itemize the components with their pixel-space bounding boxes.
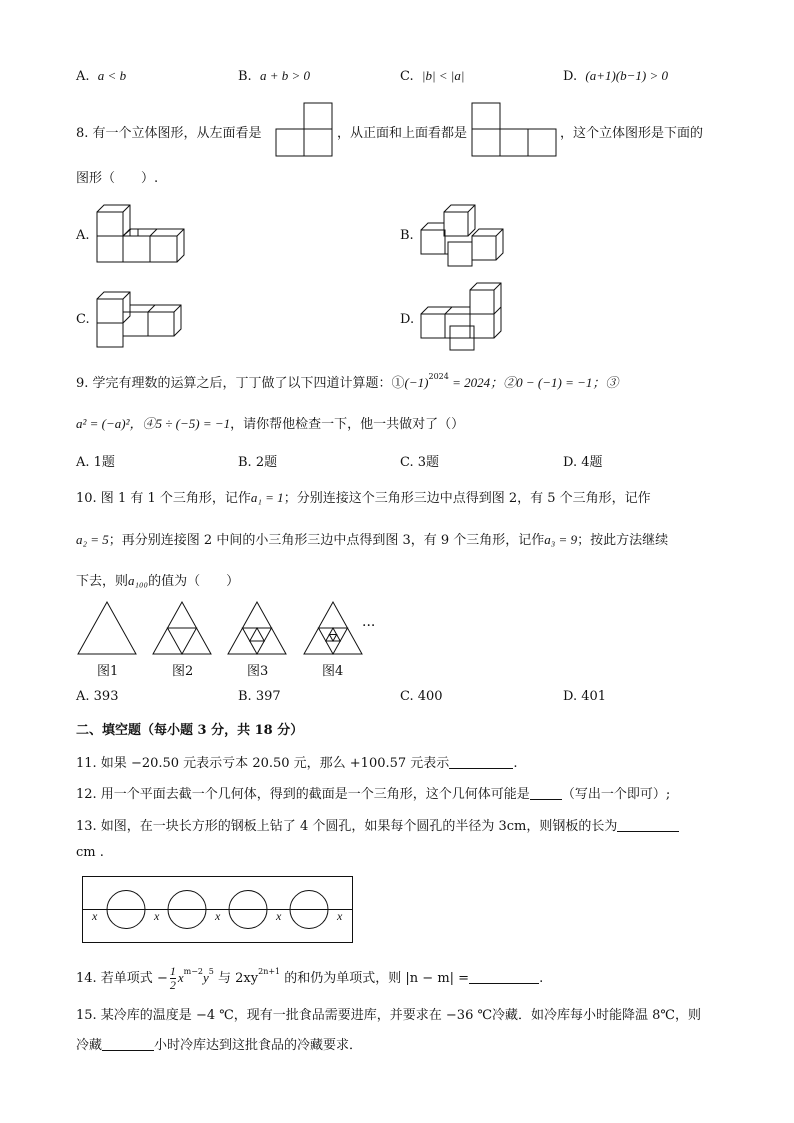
q10-option-a: A. 393 xyxy=(76,689,119,704)
q11-answer-blank[interactable] xyxy=(449,756,513,769)
q7-option-d: D. (a+1)(b−1) > 0 xyxy=(563,68,668,84)
q8-option-c-figure xyxy=(94,288,190,350)
q9-option-a: A. 1题 xyxy=(76,455,115,470)
q15-answer-blank[interactable] xyxy=(102,1038,154,1051)
q8-option-a-figure xyxy=(94,200,190,266)
q9-line2: a² = (−a)²，④5 ÷ (−5) = −1，请你帮他检查一下，他一共做对了（） xyxy=(76,416,465,432)
q14-answer-blank[interactable] xyxy=(469,971,539,984)
q10-line3: 下去，则a₁₀₀的值为（ ） xyxy=(76,573,240,589)
q10-ellipsis: ··· xyxy=(362,618,376,634)
q10-option-d: D. 401 xyxy=(563,689,607,704)
q13-text: 13. 如图，在一块长方形的钢板上钻了 4 个圆孔，如果每个圆孔的半径为 3cm，则钢板的长为 xyxy=(76,815,679,834)
q13-answer-blank[interactable] xyxy=(617,819,679,832)
q8-option-b-label: B. xyxy=(400,228,414,243)
q8-text-c: ，这个立体图形是下面的 xyxy=(560,126,704,141)
q12-answer-blank[interactable] xyxy=(530,787,562,800)
q7-option-b: B. a + b > 0 xyxy=(238,68,310,84)
q12-text: 12. 用一个平面去截一个几何体，得到的截面是一个三角形，这个几何体可能是 （写出一个即可）; xyxy=(76,787,671,802)
q13-unit: cm . xyxy=(76,845,104,860)
q10-option-c: C. 400 xyxy=(400,689,443,704)
q9-option-d: D. 4题 xyxy=(563,455,603,470)
q15-line2: 冷藏 小时冷库达到这批食品的冷藏要求． xyxy=(76,1038,363,1053)
q10-figure-3 xyxy=(226,600,290,656)
q10-line1: 10. 图 1 有 1 个三角形，记作a₁ = 1；分别连接这个三角形三边中点得到图 2，有 5 个三角形，记作 xyxy=(76,490,651,506)
q13-gap-label-2: x xyxy=(154,909,160,923)
q9-option-c: C. 3题 xyxy=(400,455,440,470)
q13-gap-label-3: x xyxy=(215,909,221,923)
q14-text: 14. 若单项式 − $\frac{1}{2}$ $x^{m-2}y^5$ 与 $2xy^{2n+1}$ 的和仍为单项式，则 |n − m| = . xyxy=(76,964,544,992)
section-heading: 二、填空题（每小题 3 分，共 18 分） xyxy=(76,723,304,738)
q9-option-b: B. 2题 xyxy=(238,455,278,470)
q10-figure-4 xyxy=(302,600,366,656)
q10-fig-label-3: 图3 xyxy=(247,664,269,679)
q15-line1: 15. 某冷库的温度是 −4 ℃，现有一批食品需要进库，并要求在 −36 ℃冷藏．如冷库每小时能降温 8℃，则 xyxy=(76,1008,701,1023)
q8-option-d-figure xyxy=(418,280,510,356)
q9-line1: 9. 学完有理数的运算之后，丁丁做了以下四道计算题：$①(-1)^{2024} = 2024$；②0 − (−1) = −1；③ xyxy=(76,372,619,391)
q8-front-top-view-figure xyxy=(471,102,559,158)
q10-fig-label-1: 图1 xyxy=(97,664,119,679)
q10-figure-1 xyxy=(76,600,140,656)
q10-option-b: B. 397 xyxy=(238,689,281,704)
q8-text-b: ，从正面和上面看都是 xyxy=(337,126,468,141)
q8-option-b-figure xyxy=(418,196,510,272)
q8-text-line2: 图形（ ）. xyxy=(76,171,159,186)
q8-text-a: 8. 有一个立体图形，从左面看是 xyxy=(76,126,262,141)
q10-fig-label-2: 图2 xyxy=(172,664,194,679)
q8-option-a-label: A. xyxy=(76,228,90,243)
q13-gap-label-4: x xyxy=(276,909,282,923)
q10-line2: a₂ = 5；再分别连接图 2 中间的小三角形三边中点得到图 3，有 9 个三角形，记作a₃ = 9；按此方法继续 xyxy=(76,532,669,548)
q10-figure-2 xyxy=(151,600,215,656)
q8-option-d-label: D. xyxy=(400,312,415,327)
q11-text: 11. 如果 −20.50 元表示亏本 20.50 元，那么 +100.57 元表示 . xyxy=(76,756,518,771)
q13-gap-label-5: x xyxy=(337,909,343,923)
q8-option-c-label: C. xyxy=(76,312,90,327)
q7-option-c: C. |b| < |a| xyxy=(400,68,465,84)
q13-gap-label-1: x xyxy=(92,909,98,923)
q10-fig-label-4: 图4 xyxy=(322,664,344,679)
q8-left-view-figure xyxy=(275,102,335,158)
q7-option-a: A. a < b xyxy=(76,68,127,84)
